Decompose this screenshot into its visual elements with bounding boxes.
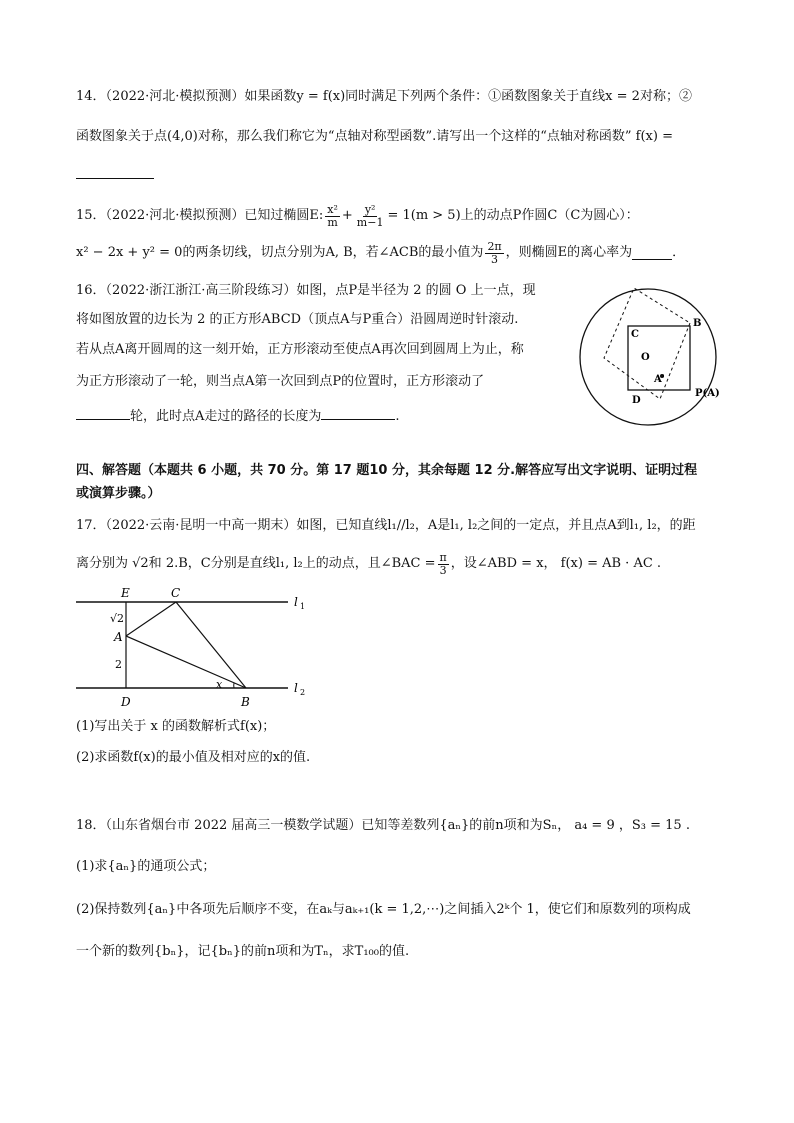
segment-cb xyxy=(176,602,246,688)
label-sqrt2: √2 xyxy=(110,612,125,625)
label-p-a: P(A) xyxy=(695,388,720,399)
q15-text-c: x² − 2x + y² = 0的两条切线，切点分别为A, B，若∠ACB的最小值为 xyxy=(76,245,484,260)
label-b: B xyxy=(693,318,702,329)
q16-blank-rounds xyxy=(76,407,130,420)
q14-line2: 函数图象关于点(4,0)对称，那么我们称它为“点轴对称型函数”.请写出一个这样的“点轴对称函数” f(x) = xyxy=(76,129,673,144)
label-l1-sub: 1 xyxy=(300,602,306,611)
q15-line2 xyxy=(76,240,685,266)
rotated-square-dashed xyxy=(604,288,690,399)
q16-figure-circle-square xyxy=(566,284,736,434)
frac-numerator: 2π xyxy=(487,239,502,253)
label-l2: l xyxy=(294,681,298,695)
q17-text-a: 离分别为 √2和 2.B，C分别是直线l₁, l₂上的动点，且∠BAC = xyxy=(76,556,436,571)
q17-part1: (1)写出关于 x 的函数解析式f(x)； xyxy=(76,719,276,734)
q17-line2 xyxy=(76,551,661,577)
frac-numerator: x² xyxy=(327,202,338,216)
q17-text-b: ，设∠ABD = x， f(x) = AB · AC . xyxy=(450,556,662,571)
segment-ac xyxy=(126,602,176,636)
label-a: A xyxy=(114,630,123,644)
section4-heading-line2: 或演算步骤。） xyxy=(76,486,161,501)
frac-denominator: m xyxy=(327,215,338,229)
q16-blank-length xyxy=(321,407,395,420)
q15-frac-2pi-3 xyxy=(485,241,503,266)
label-d: D xyxy=(121,695,131,709)
label-a-prime: A' xyxy=(654,374,665,385)
frac-denominator: 3 xyxy=(439,563,447,577)
q16-text-e: 轮，此时点A走过的路径的长度为 xyxy=(130,409,322,424)
q15-text-end: ． xyxy=(672,245,686,260)
label-d: D xyxy=(632,395,641,406)
q15-text-d: ，则椭圆E的离心率为 xyxy=(505,245,633,260)
q14-answer-blank xyxy=(76,166,154,184)
q15-frac-x2-m xyxy=(325,204,340,229)
q16-line2: 将如图放置的边长为 2 的正方形ABCD（顶点A与P重合）沿圆周逆时针滚动. xyxy=(76,312,519,327)
frac-numerator: π xyxy=(439,550,447,564)
section4-heading-line1: 四、解答题（本题共 6 小题，共 70 分。第 17 题10 分，其余每题 12 分.解答应写出文字说明、证明过程 xyxy=(76,463,698,478)
q17-line1: 17．（2022·云南·昆明一中高一期末）如图，已知直线l₁//l₂，A是l₁, l₂之间的一定点，并且点A到l₁, l₂，的距 xyxy=(76,518,696,533)
q15-answer-blank xyxy=(632,247,672,260)
q17-part2: (2)求函数f(x)的最小值及相对应的x的值. xyxy=(76,750,311,765)
label-x: x xyxy=(216,678,223,691)
frac-denominator: m−1 xyxy=(356,215,384,229)
q18-part2-line1: (2)保持数列{aₙ}中各项先后顺序不变，在aₖ与aₖ₊₁(k = 1,2,⋯)之间插入2ᵏ个 1，使它们和原数列的项构成 xyxy=(76,902,691,917)
q16-line1: 16．（2022·浙江浙江·高三阶段练习）如图，点P是半径为 2 的圆 O 上一点，现 xyxy=(76,283,536,298)
q18-line1: 18．（山东省烟台市 2022 届高三一模数学试题）已知等差数列{aₙ}的前n项和为Sₙ， a₄ = 9 ，S₃ = 15 . xyxy=(76,818,690,833)
segment-ab xyxy=(126,636,246,688)
label-o: O xyxy=(641,352,650,363)
q15-line1 xyxy=(76,203,639,229)
q16-line3: 若从点A离开圆周的这一刻开始，正方形滚动至使点A再次回到圆周上为止，称 xyxy=(76,342,524,357)
label-c: C xyxy=(631,329,639,340)
frac-denominator: 3 xyxy=(491,252,499,266)
label-l2-sub: 2 xyxy=(300,688,306,697)
q15-plus: + xyxy=(341,208,353,223)
q14-line1: 14．（2022·河北·模拟预测）如果函数y = f(x)同时满足下列两个条件：①函数图象关于直线x = 2对称；② xyxy=(76,89,692,104)
q17-frac-pi-3 xyxy=(438,552,449,577)
label-l1: l xyxy=(294,595,298,609)
label-b: B xyxy=(241,695,250,709)
q15-text-a: 15．（2022·河北·模拟预测）已知过椭圆E: xyxy=(76,208,324,223)
q15-text-b: = 1(m > 5)上的动点P作圆C（C为圆心）： xyxy=(387,208,639,223)
label-e: E xyxy=(121,586,130,600)
q16-line4: 为正方形滚动了一轮，则当点A第一次回到点P的位置时，正方形滚动了 xyxy=(76,374,485,389)
q15-frac-y2-m1 xyxy=(355,204,386,229)
label-c: C xyxy=(171,586,181,600)
label-two: 2 xyxy=(115,658,122,671)
frac-numerator: y² xyxy=(364,202,376,216)
q16-text-end: . xyxy=(395,409,400,424)
q17-figure-parallel-lines xyxy=(76,584,316,712)
q18-part2-line2: 一个新的数列{bₙ}，记{bₙ}的前n项和为Tₙ，求T₁₀₀的值. xyxy=(76,944,410,959)
q18-part1: (1)求{aₙ}的通项公式； xyxy=(76,859,216,874)
q16-line5 xyxy=(76,407,400,425)
